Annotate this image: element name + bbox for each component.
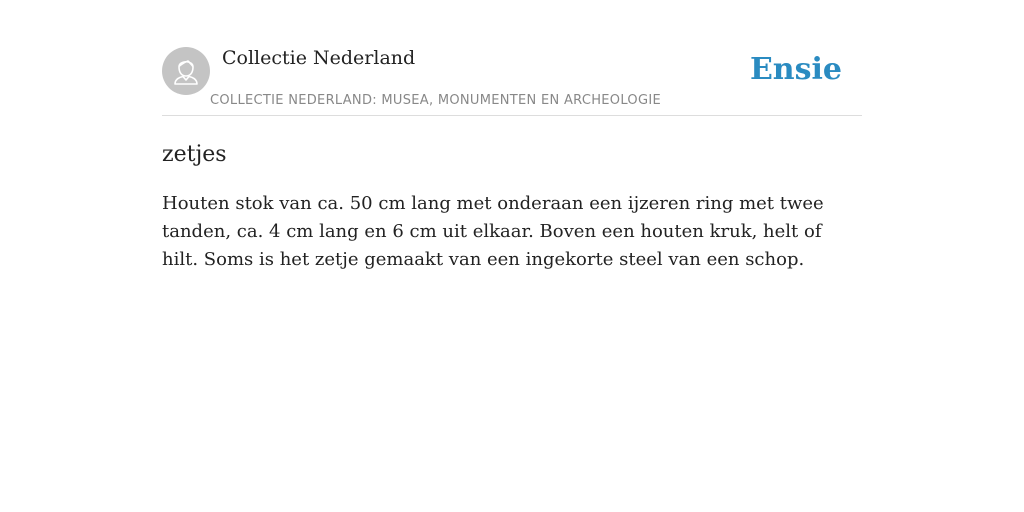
- source-subtitle[interactable]: COLLECTIE NEDERLAND: MUSEA, MONUMENTEN EN ARCHEOLOGIE: [210, 93, 661, 108]
- entry-header: [162, 46, 862, 116]
- author-name[interactable]: Collectie Nederland: [222, 47, 416, 69]
- entry-term: zetjes: [162, 142, 227, 167]
- ensie-logo[interactable]: Ensie: [749, 52, 842, 87]
- avatar[interactable]: [162, 47, 210, 95]
- entry-card: [162, 46, 862, 274]
- user-icon: [162, 47, 210, 95]
- entry-definition: Houten stok van ca. 50 cm lang met onderaan een ijzeren ring met twee tanden, ca. 4 cm lang en 6 cm uit elkaar. Boven een houten kruk, helt of hilt. Soms is het zetje gemaakt van een ingekorte steel van een schop.: [162, 193, 824, 270]
